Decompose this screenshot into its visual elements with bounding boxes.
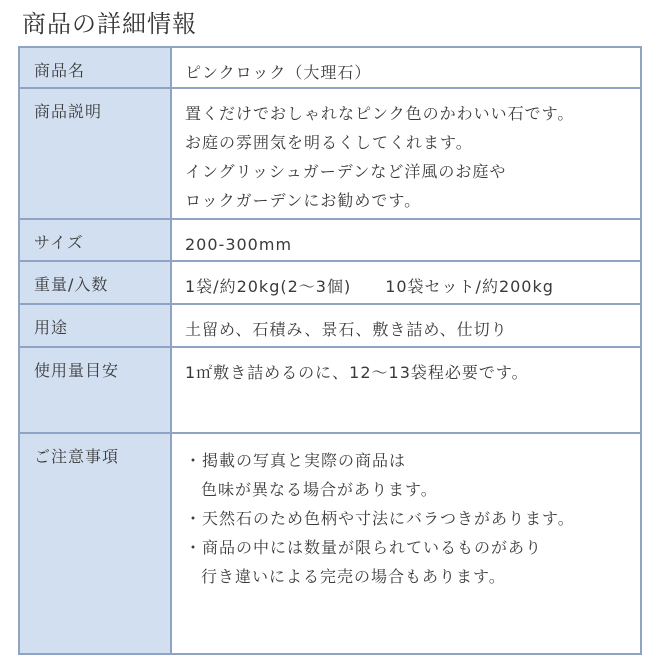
row-label-amount-guide: 使用量目安 bbox=[19, 347, 171, 433]
notes-line: ・掲載の写真と実際の商品は bbox=[185, 451, 407, 470]
table-row-product-name bbox=[19, 47, 641, 88]
description-line: 置くだけでおしゃれなピンク色のかわいい石です。 bbox=[185, 104, 575, 123]
row-value-amount-guide bbox=[171, 347, 641, 433]
row-value-product-name bbox=[171, 47, 641, 88]
amount-guide-text: 1㎡敷き詰めるのに、12〜13袋程必要です。 bbox=[185, 363, 529, 382]
table-row-notes bbox=[19, 433, 641, 654]
row-label-usage: 用途 bbox=[19, 304, 171, 347]
row-value-size bbox=[171, 219, 641, 261]
notes-line: ・商品の中には数量が限られているものがあり bbox=[185, 538, 543, 557]
table-row-description bbox=[19, 88, 641, 219]
row-label-weight: 重量/入数 bbox=[19, 261, 171, 304]
weight-text: 1袋/約20kg(2〜3個) 10袋セット/約200kg bbox=[185, 277, 554, 296]
notes-line: 色味が異なる場合があります。 bbox=[201, 480, 438, 499]
product-details-table bbox=[18, 46, 642, 655]
row-label-size: サイズ bbox=[19, 219, 171, 261]
description-line: ロックガーデンにお勧めです。 bbox=[185, 191, 422, 210]
row-value-usage bbox=[171, 304, 641, 347]
table-row-size bbox=[19, 219, 641, 261]
row-value-description bbox=[171, 88, 641, 219]
size-text: 200-300mm bbox=[185, 235, 293, 254]
notes-line: ・天然石のため色柄や寸法にバラつきがあります。 bbox=[185, 509, 575, 528]
table-row-amount-guide bbox=[19, 347, 641, 433]
row-label-product-name: 商品名 bbox=[19, 47, 171, 88]
row-label-description: 商品説明 bbox=[19, 88, 171, 219]
page-title: 商品の詳細情報 bbox=[22, 10, 197, 38]
table-row-usage bbox=[19, 304, 641, 347]
row-value-weight bbox=[171, 261, 641, 304]
description-line: イングリッシュガーデンなど洋風のお庭や bbox=[185, 162, 507, 181]
row-label-notes: ご注意事項 bbox=[19, 433, 171, 654]
description-line: お庭の雰囲気を明るくしてくれます。 bbox=[185, 133, 473, 152]
notes-line: 行き違いによる完売の場合もあります。 bbox=[201, 567, 506, 586]
row-value-notes bbox=[171, 433, 641, 654]
product-name-text: ピンクロック（大理石） bbox=[185, 63, 372, 82]
table-row-weight bbox=[19, 261, 641, 304]
usage-text: 土留め、石積み、景石、敷き詰め、仕切り bbox=[185, 320, 508, 339]
